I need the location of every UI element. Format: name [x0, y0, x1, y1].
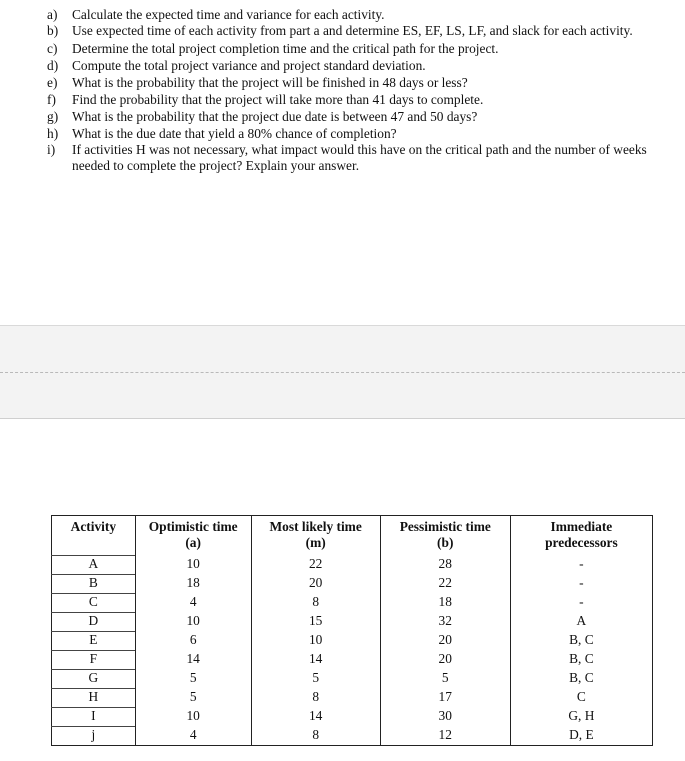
table-row [52, 594, 653, 613]
table-row [52, 632, 653, 651]
question-label: h) [47, 125, 59, 141]
cell-optimistic: 4 [135, 594, 251, 613]
question-text: If activities H was not necessary, what impact would this have on the critical path and the number of weeks needed to complete the project? Explain your answer. [72, 141, 647, 173]
question-i [0, 142, 685, 175]
cell-most-likely: 8 [251, 594, 380, 613]
question-text: Compute the total project variance and project standard deviation. [72, 57, 426, 73]
table-row [52, 727, 653, 746]
cell-activity: C [52, 594, 136, 613]
question-label: a) [47, 7, 58, 22]
cell-pessimistic: 22 [380, 575, 510, 594]
cell-optimistic: 14 [135, 651, 251, 670]
cell-activity: E [52, 632, 136, 651]
cell-activity: G [52, 670, 136, 689]
cell-optimistic: 10 [135, 613, 251, 632]
cell-optimistic: 18 [135, 575, 251, 594]
cell-pessimistic: 12 [380, 727, 510, 746]
cell-predecessors: C [510, 689, 652, 708]
header-most-likely: Most likely time (m) [251, 516, 380, 556]
cell-optimistic: 4 [135, 727, 251, 746]
gray-separator-band [0, 325, 685, 419]
cell-pessimistic: 17 [380, 689, 510, 708]
cell-optimistic: 5 [135, 689, 251, 708]
table-row [52, 651, 653, 670]
cell-most-likely: 10 [251, 632, 380, 651]
cell-activity: B [52, 575, 136, 594]
question-text: Find the probability that the project will take more than 41 days to complete. [72, 91, 484, 107]
cell-most-likely: 14 [251, 708, 380, 727]
cell-activity: D [52, 613, 136, 632]
question-text: Use expected time of each activity from part a and determine ES, EF, LS, LF, and slack for each activity. [72, 23, 633, 38]
cell-predecessors: G, H [510, 708, 652, 727]
question-list [0, 6, 685, 175]
cell-activity: j [52, 727, 136, 746]
cell-most-likely: 8 [251, 689, 380, 708]
question-label: d) [47, 57, 59, 73]
cell-activity: F [52, 651, 136, 670]
question-text: What is the due date that yield a 80% chance of completion? [72, 125, 397, 141]
cell-activity: I [52, 708, 136, 727]
question-label: e) [47, 74, 58, 90]
cell-predecessors: - [510, 594, 652, 613]
header-optimistic: Optimistic time (a) [135, 516, 251, 556]
question-label: f) [47, 91, 56, 107]
activity-table [51, 515, 653, 746]
cell-pessimistic: 30 [380, 708, 510, 727]
table-row [52, 670, 653, 689]
table-row [52, 613, 653, 632]
cell-pessimistic: 18 [380, 594, 510, 613]
header-pessimistic: Pessimistic time (b) [380, 516, 510, 556]
cell-predecessors: B, C [510, 670, 652, 689]
cell-predecessors: B, C [510, 651, 652, 670]
question-c [0, 40, 685, 57]
cell-pessimistic: 20 [380, 632, 510, 651]
table-row [52, 708, 653, 727]
cell-pessimistic: 32 [380, 613, 510, 632]
question-g [0, 108, 685, 125]
cell-pessimistic: 20 [380, 651, 510, 670]
question-e [0, 74, 685, 91]
question-label: g) [47, 108, 59, 124]
question-text: What is the probability that the project due date is between 47 and 50 days? [72, 108, 478, 124]
cell-pessimistic: 5 [380, 670, 510, 689]
cell-most-likely: 15 [251, 613, 380, 632]
question-text: Calculate the expected time and variance for each activity. [72, 7, 385, 22]
header-activity: Activity [70, 519, 117, 534]
header-predecessors: Immediate predecessors [510, 516, 652, 556]
table-row [52, 575, 653, 594]
cell-most-likely: 20 [251, 575, 380, 594]
dashed-divider [0, 372, 685, 373]
cell-most-likely: 14 [251, 651, 380, 670]
question-text: Determine the total project completion time and the critical path for the project. [72, 40, 499, 56]
question-f [0, 91, 685, 108]
cell-predecessors: D, E [510, 727, 652, 746]
question-d [0, 57, 685, 74]
question-label: i) [47, 141, 56, 157]
cell-predecessors: A [510, 613, 652, 632]
question-h [0, 125, 685, 142]
cell-optimistic: 10 [135, 556, 251, 575]
table-header-row [52, 516, 653, 556]
cell-predecessors: - [510, 575, 652, 594]
cell-most-likely: 5 [251, 670, 380, 689]
cell-predecessors: - [510, 556, 652, 575]
cell-activity: H [52, 689, 136, 708]
question-label: c) [47, 40, 58, 56]
cell-optimistic: 10 [135, 708, 251, 727]
cell-predecessors: B, C [510, 632, 652, 651]
question-b [0, 23, 685, 40]
table-row [52, 689, 653, 708]
question-a [0, 6, 685, 23]
cell-pessimistic: 28 [380, 556, 510, 575]
cell-optimistic: 5 [135, 670, 251, 689]
question-text: What is the probability that the project will be finished in 48 days or less? [72, 74, 468, 90]
cell-activity: A [52, 556, 136, 575]
cell-optimistic: 6 [135, 632, 251, 651]
question-label: b) [47, 23, 59, 38]
cell-most-likely: 22 [251, 556, 380, 575]
cell-most-likely: 8 [251, 727, 380, 746]
table-row [52, 556, 653, 575]
